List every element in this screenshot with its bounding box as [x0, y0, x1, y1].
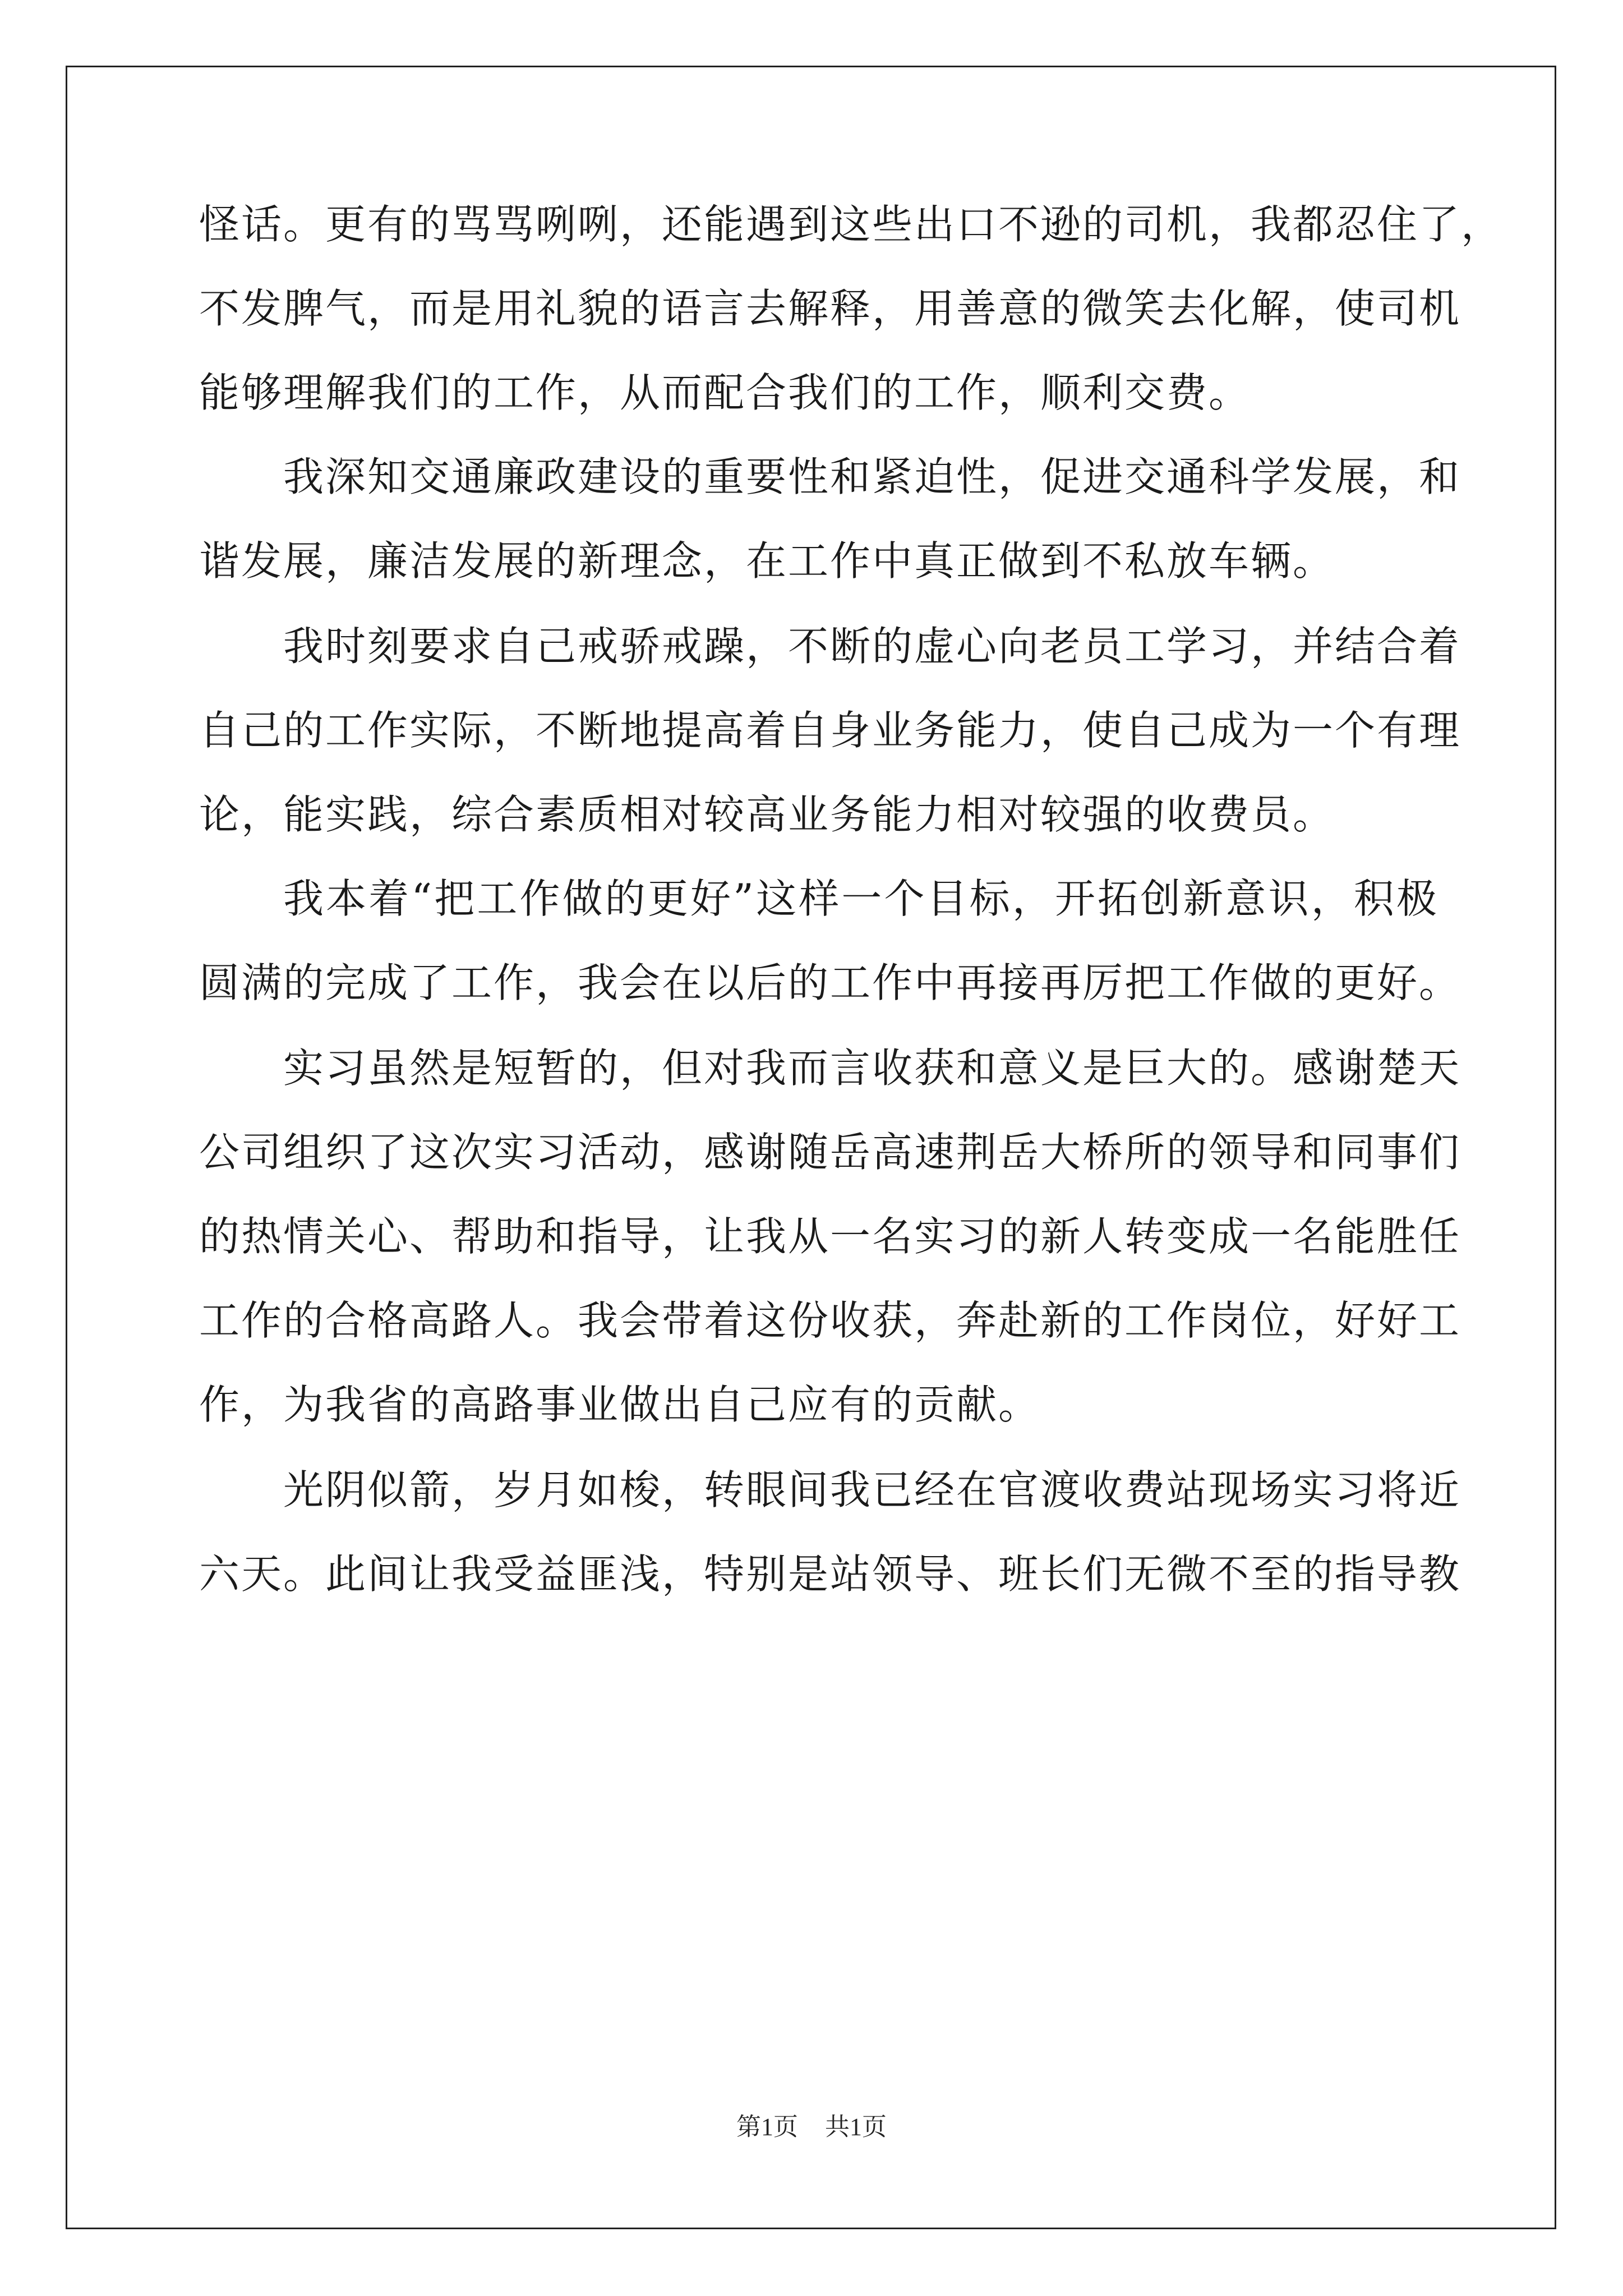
paragraph-first-line: 光阴似箭，岁月如梭，转眼间我已经在官渡收费站现场实习将近	[283, 1466, 1461, 1513]
text-line: 自己的工作实际，不断地提高着自身业务能力，使自己成为一个有理	[199, 707, 1461, 754]
paragraph-first-line: 我本着“把工作做的更好”这样一个目标，开拓创新意识，积极	[283, 875, 1438, 922]
paragraph-first-line: 实习虽然是短暂的，但对我而言收获和意义是巨大的。感谢楚天	[283, 1045, 1461, 1092]
text-line: 作，为我省的高路事业做出自己应有的贡献。	[199, 1381, 1041, 1428]
text-line: 能够理解我们的工作，从而配合我们的工作，顺利交费。	[199, 369, 1251, 416]
text-line: 公司组织了这次实习活动，感谢随岳高速荆岳大桥所的领导和同事们	[199, 1129, 1461, 1176]
text-line: 怪话。更有的骂骂咧咧，还能遇到这些出口不逊的司机，我都忍住了，	[199, 201, 1504, 248]
page-total: 共1页	[825, 2113, 887, 2141]
page-footer	[0, 2110, 1623, 2144]
paragraph-first-line: 我时刻要求自己戒骄戒躁，不断的虚心向老员工学习，并结合着	[283, 623, 1461, 670]
text-line: 谐发展，廉洁发展的新理念，在工作中真正做到不私放车辆。	[199, 537, 1335, 585]
text-line: 六天。此间让我受益匪浅，特别是站领导、班长们无微不至的指导教	[199, 1550, 1461, 1598]
text-line: 工作的合格高路人。我会带着这份收获，奔赴新的工作岗位，好好工	[199, 1297, 1461, 1344]
paragraph-first-line: 我深知交通廉政建设的重要性和紧迫性，促进交通科学发展，和	[283, 453, 1461, 500]
text-line: 的热情关心、帮助和指导，让我从一名实习的新人转变成一名能胜任	[199, 1213, 1461, 1260]
page-number: 第1页	[736, 2113, 798, 2141]
text-line: 圆满的完成了工作，我会在以后的工作中再接再厉把工作做的更好。	[199, 959, 1461, 1006]
text-line: 论，能实践，综合素质相对较高业务能力相对较强的收费员。	[199, 791, 1335, 838]
text-line: 不发脾气，而是用礼貌的语言去解释，用善意的微笑去化解，使司机	[199, 285, 1461, 332]
